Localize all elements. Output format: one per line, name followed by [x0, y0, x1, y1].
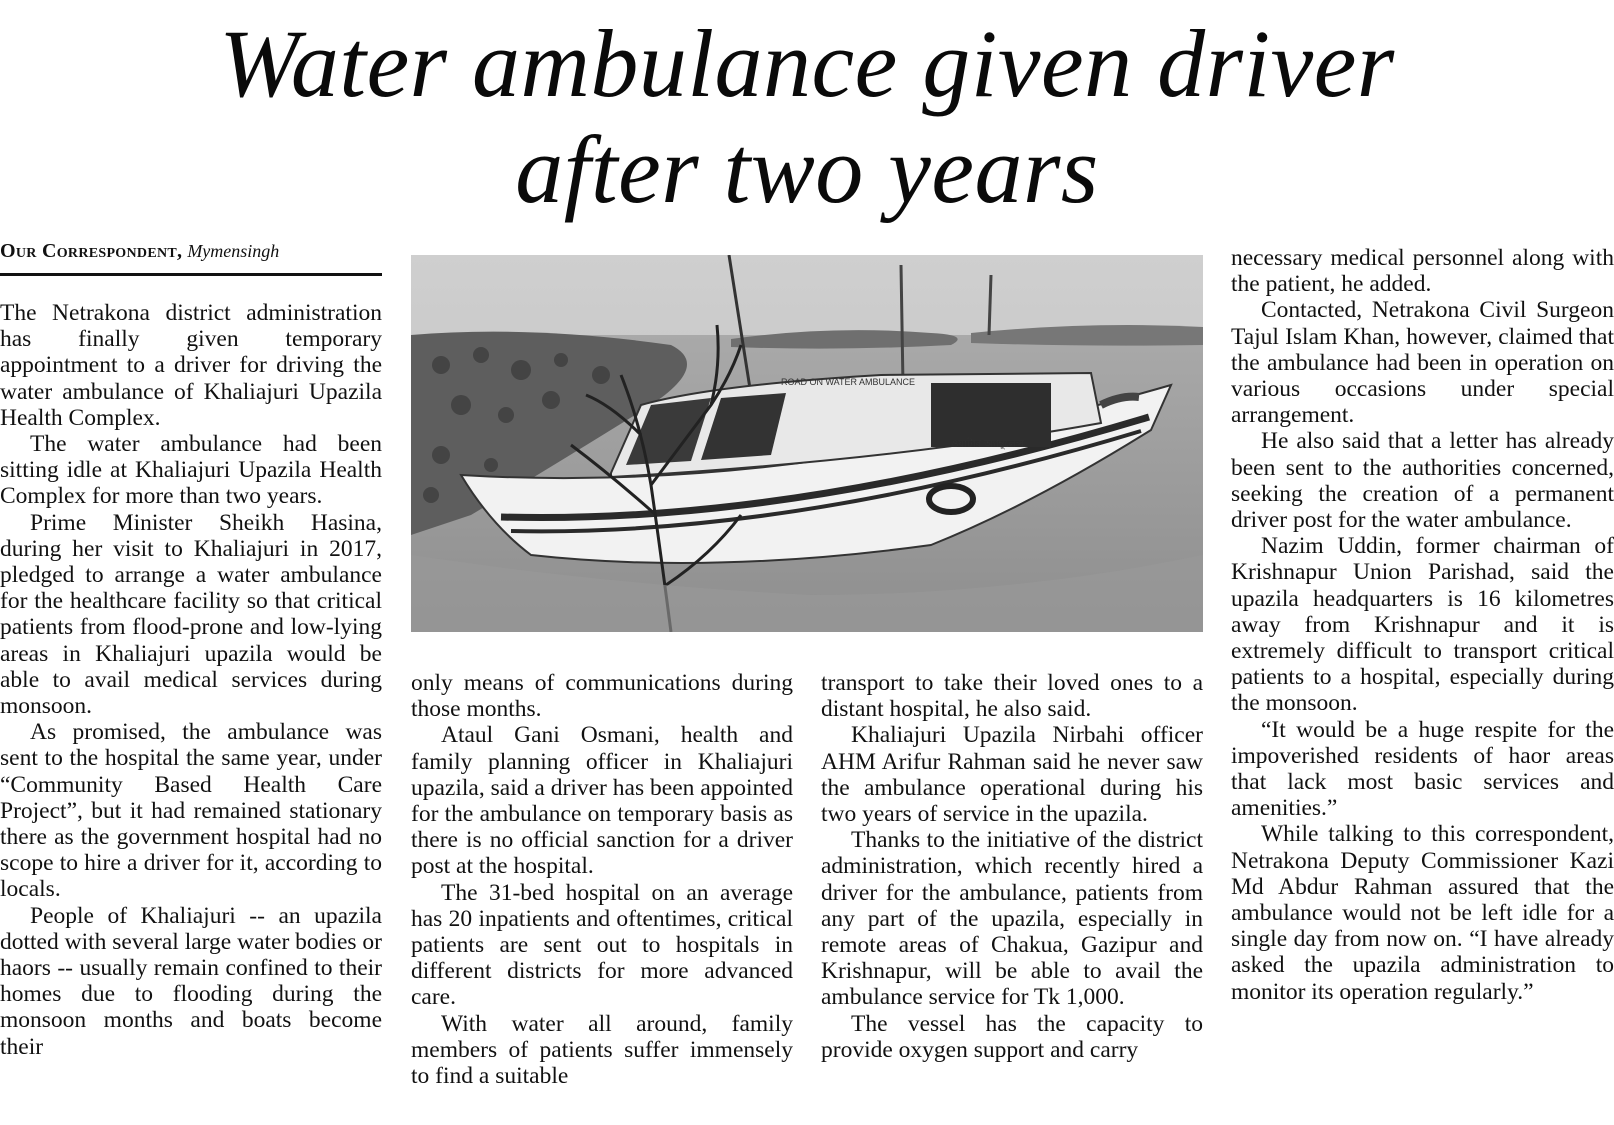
headline-line-2: after two years — [515, 116, 1099, 223]
paragraph: People of Khaliajuri -- an upazila dotted with several large water bodies or haors -- usually remain confined to their homes due to flooding during the monsoon months and boats become their — [0, 902, 382, 1060]
paragraph: Prime Minister Sheikh Hasina, during her visit to Khaliajuri in 2017, pledged to arrange a water ambulance for the healthcare facility so that critical patients from flood-prone and low-lying areas in Khaliajuri upazila would be able to avail medical services during monsoon. — [0, 509, 382, 720]
article-column-2 — [411, 670, 793, 1120]
paragraph: He also said that a letter has already been sent to the authorities concerned, seeking the creation of a permanent driver post for the water ambulance. — [1231, 428, 1614, 534]
byline-location: Mymensingh — [187, 241, 280, 261]
paragraph: The 31-bed hospital on an average has 20 inpatients and oftentimes, critical patients are sent out to hospitals in different districts for more advanced care. — [411, 879, 793, 1011]
pole-2 — [989, 275, 991, 335]
paragraph: only means of communications during those months. — [411, 670, 793, 723]
article-column-3 — [821, 670, 1203, 1120]
paragraph: The vessel has the capacity to provide oxygen support and carry — [821, 1010, 1203, 1063]
byline — [0, 236, 382, 276]
paragraph: Contacted, Netrakona Civil Surgeon Tajul Islam Khan, however, claimed that the ambulance had been in operation on various occasions under special arrangement. — [1231, 297, 1614, 429]
byline-author: Our Correspondent, — [0, 240, 183, 262]
paragraph: Ataul Gani Osmani, health and family planning officer in Khaliajuri upazila, said a driver has been appointed for the ambulance on temporary basis as there is no official sanction for a driver post at the hospital. — [411, 722, 793, 880]
news-photo-water-ambulance — [411, 255, 1203, 632]
paragraph: The water ambulance had been sitting idle at Khaliajuri Upazila Health Complex for more than two years. — [0, 431, 382, 510]
paragraph: Thanks to the initiative of the district administration, which recently hired a driver for the ambulance, patients from any part of the upazila, especially in remote areas of Chakua, Gazipur and Krishnapur, will be able to avail the ambulance service for Tk 1,000. — [821, 827, 1203, 1011]
paragraph: necessary medical personnel along with the patient, he added. — [1231, 245, 1614, 298]
hull-lettering: ওয়াটার অ্যাম্বুলেন্স — [951, 439, 1024, 450]
paragraph: Khaliajuri Upazila Nirbahi officer AHM Arifur Rahman said he never saw the ambulance operational during his two years of service in the upazila. — [821, 722, 1203, 828]
headline-line-1: Water ambulance given driver — [219, 10, 1395, 117]
paragraph: The Netrakona district administration has finally given temporary appointment to a driver for driving the water ambulance of Khaliajuri Upazila Health Complex. — [0, 300, 382, 431]
paragraph: With water all around, family members of patients suffer immensely to find a suitable — [411, 1010, 793, 1090]
article-column-1 — [0, 300, 382, 1120]
paragraph: “It would be a huge respite for the impoverished residents of haor areas that lack most basic services and amenities.” — [1231, 716, 1614, 822]
boat-sign: ROAD ON WATER AMBULANCE — [781, 377, 916, 387]
paragraph: As promised, the ambulance was sent to the hospital the same year, under “Community Based Health Care Project”, but it had remained stationary there as the government hospital had no scope to hire a driver for it, according to locals. — [0, 719, 382, 903]
cabin-window-side — [931, 383, 1051, 447]
paragraph: While talking to this correspondent, Netrakona Deputy Commissioner Kazi Md Abdur Rahman assured that the ambulance would not be left idle for a single day from now on. “I have already asked the upazila administration to monitor its operation regularly.” — [1231, 821, 1614, 1005]
paragraph: Nazim Uddin, former chairman of Krishnapur Union Parishad, said the upazila headquarters is 16 kilometres away from Krishnapur and it is extremely difficult to transport critical patients to a hospital, especially during the monsoon. — [1231, 533, 1614, 717]
pole — [901, 265, 903, 385]
article-column-4 — [1231, 245, 1614, 1120]
boat-illustration — [411, 255, 1203, 632]
paragraph: transport to take their loved ones to a distant hospital, he also said. — [821, 670, 1203, 723]
